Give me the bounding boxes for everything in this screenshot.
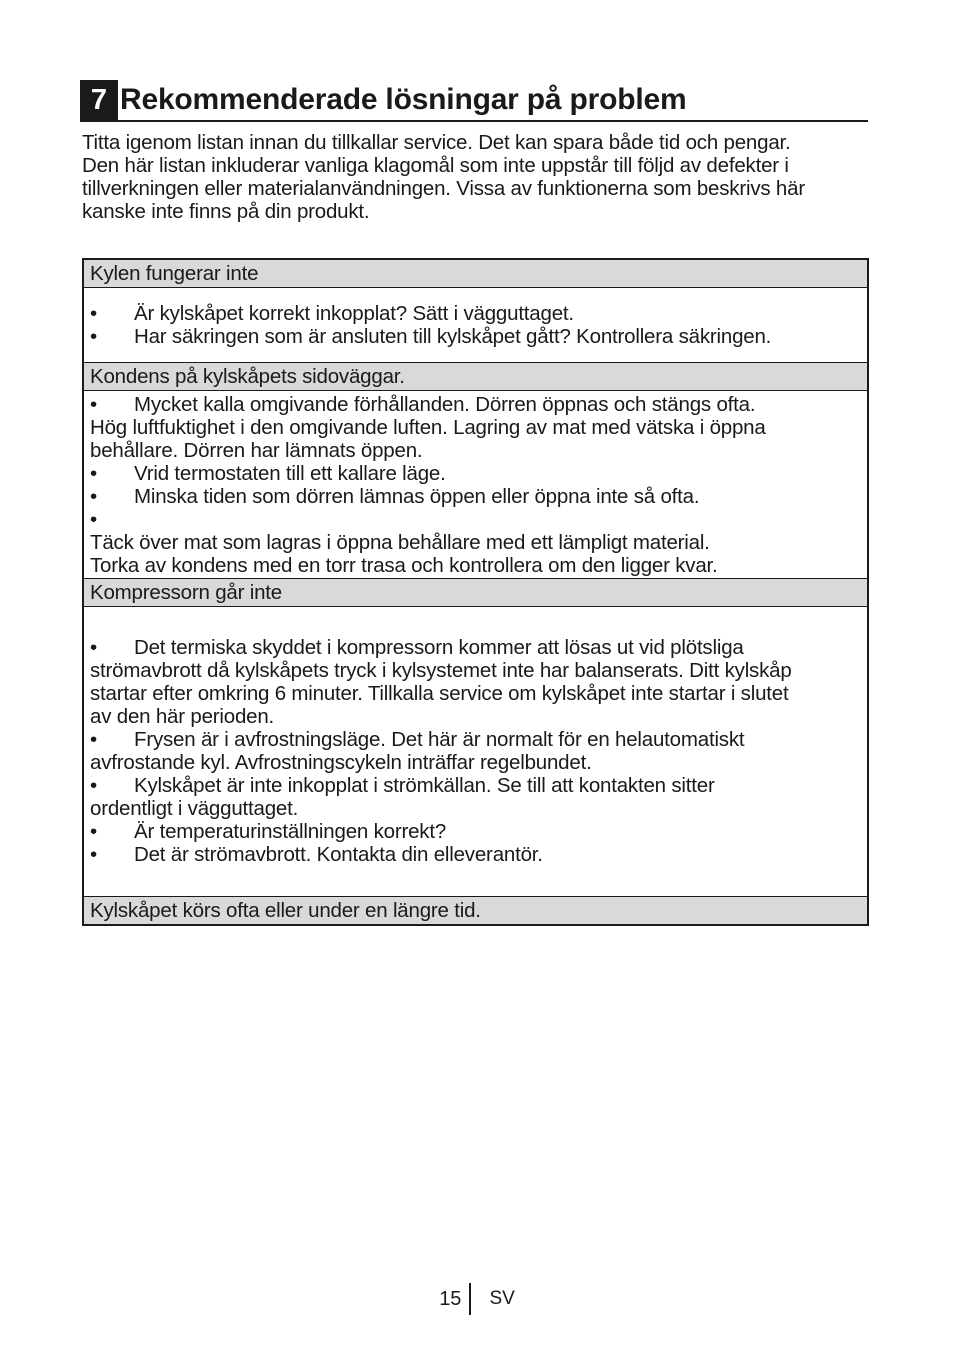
page-footer	[0, 1283, 954, 1315]
solution-text: strömavbrott då kylskåpets tryck i kylsystemet inte har balanserats. Ditt kylskåp	[90, 659, 792, 682]
solution-text: avfrostande kyl. Avfrostningscykeln inträffar regelbundet.	[90, 751, 592, 774]
bullet: •	[90, 393, 97, 416]
solution-text: Täck över mat som lagras i öppna behållare med ett lämpligt material.	[90, 531, 710, 554]
solution-item: • Har säkringen som är ansluten till kylskåpet gått? Kontrollera säkringen.	[90, 325, 772, 348]
footer-divider	[469, 1283, 471, 1315]
intro-line: kanske inte finns på din produkt.	[82, 200, 370, 223]
solution-item: • Kylskåpet är inte inkopplat i strömkällan. Se till att kontakten sitter	[90, 774, 715, 797]
problem-header: Kylen fungerar inte	[84, 260, 867, 288]
solution-text: Hög luftfuktighet i den omgivande luften. Lagring av mat med vätska i öppna	[90, 416, 766, 439]
problem-header: Kompressorn går inte	[84, 579, 867, 607]
solution-text: behållare. Dörren har lämnats öppen.	[90, 439, 423, 462]
intro-line: Titta igenom listan innan du tillkallar service. Det kan spara både tid och pengar.	[82, 131, 791, 154]
bullet: •	[90, 325, 97, 348]
solution-text: ordentligt i vägguttaget.	[90, 797, 299, 820]
solution-text: startar efter omkring 6 minuter. Tillkalla service om kylskåpet inte startar i slutet	[90, 682, 789, 705]
bullet: •	[90, 843, 97, 866]
problem-solutions	[84, 607, 867, 897]
bullet: •	[90, 462, 97, 485]
problem-header: Kylskåpet körs ofta eller under en längre tid.	[84, 897, 867, 924]
intro-paragraph	[82, 131, 872, 223]
intro-line: Den här listan inkluderar vanliga klagomål som inte uppstår till följd av defekter i	[82, 154, 789, 177]
solution-item: • Det termiska skyddet i kompressorn kommer att lösas ut vid plötsliga	[90, 636, 744, 659]
troubleshooting-table	[82, 258, 869, 926]
intro-line: tillverkningen eller materialanvändningen. Vissa av funktionerna som beskrivs här	[82, 177, 805, 200]
problem-solutions	[84, 288, 867, 363]
page-number: 15	[439, 1287, 462, 1310]
language-code: SV	[489, 1288, 515, 1309]
bullet: •	[90, 508, 97, 531]
solution-item: • Är kylskåpet korrekt inkopplat? Sätt i vägguttaget.	[90, 302, 574, 325]
solution-item: • Är temperaturinställningen korrekt?	[90, 820, 447, 843]
problem-solutions	[84, 391, 867, 579]
solution-item: • Det är strömavbrott. Kontakta din elleverantör.	[90, 843, 543, 866]
solution-item: • Frysen är i avfrostningsläge. Det här är normalt för en helautomatiskt	[90, 728, 745, 751]
solution-text: Torka av kondens med en torr trasa och kontrollera om den ligger kvar.	[90, 554, 718, 577]
bullet: •	[90, 820, 97, 843]
section-number: 7	[80, 80, 118, 120]
solution-text: av den här perioden.	[90, 705, 275, 728]
section-heading	[80, 80, 868, 122]
problem-header: Kondens på kylskåpets sidoväggar.	[84, 363, 867, 391]
solution-item: • Minska tiden som dörren lämnas öppen eller öppna inte så ofta.	[90, 485, 700, 508]
bullet: •	[90, 485, 97, 508]
bullet: •	[90, 636, 97, 659]
bullet: •	[90, 302, 97, 325]
solution-item	[90, 508, 861, 531]
section-title: Rekommenderade lösningar på problem	[120, 83, 687, 116]
bullet: •	[90, 728, 97, 751]
bullet: •	[90, 774, 97, 797]
solution-item: • Mycket kalla omgivande förhållanden. Dörren öppnas och stängs ofta.	[90, 393, 756, 416]
solution-item: • Vrid termostaten till ett kallare läge.	[90, 462, 446, 485]
